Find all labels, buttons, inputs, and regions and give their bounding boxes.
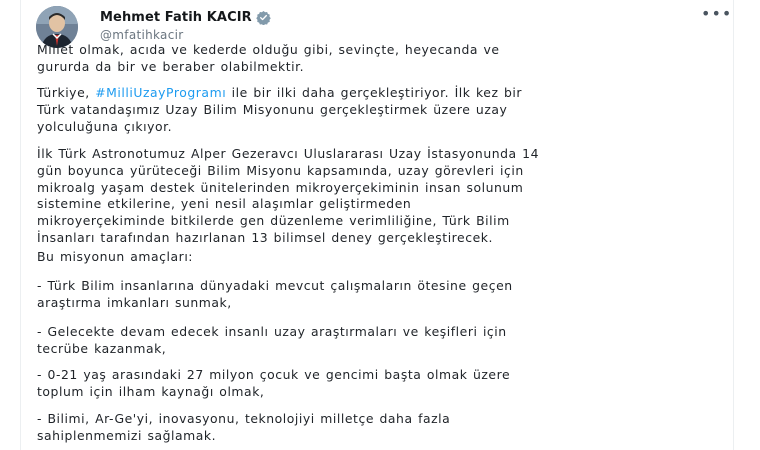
tweet-paragraph-rest: ile bir ilki daha gerçekleştiriyor. İlk kez bir Türk vatandaşımız Uzay Bilim Misyonunu gerçekleştirmek üzere uzay yolculuğuna çıkıyor. [37, 85, 523, 134]
timeline-right-border [733, 0, 734, 450]
author-name-row [100, 8, 271, 26]
tweet-paragraph: - Gelecekte devam edecek insanlı uzay araştırmaları ve keşifleri için tecrübe kazanmak, [37, 324, 507, 356]
tweet-paragraph: Bu misyonun amaçları: [37, 249, 194, 264]
hashtag-link[interactable]: #MilliUzayProgramı [95, 85, 227, 100]
tweet-paragraph: Millet olmak, acıda ve kederde olduğu gibi, sevinçte, heyecanda ve gururda da bir ve beraber olabilmektir. [37, 42, 500, 74]
tweet-paragraph: - Bilimi, Ar-Ge'yi, inovasyonu, teknolojiyi milletçe daha fazla sahiplenmemizi sağlamak. [37, 411, 451, 443]
tweet-paragraph: - Türk Bilim insanlarına dünyadaki mevcut çalışmaların ötesine geçen araştırma imkanları sunmak, [37, 278, 513, 310]
author-display-name[interactable]: Mehmet Fatih KACIR [100, 9, 252, 25]
tweet-paragraph-lead: Türkiye, [37, 85, 96, 100]
verified-badge-icon [256, 10, 271, 25]
tweet-card [21, 0, 733, 450]
tweet-paragraph: İlk Türk Astronotumuz Alper Gezeravcı Uluslararası Uzay İstasyonunda 14 gün boyunca yürüteceği Bilim Misyonu kapsamında, uzay görevleri için mikroalg yaşam destek ünitelerinden mikroyerçekiminin insan solunum sistemine etkilerine, yeni nesil alaşımlar geliştirmeden mikroyerçekiminde bitkilerde gen düzenleme verimliliğine, Türk Bilim İnsanları tarafından hazırlanan 13 bilimsel deney gerçekleştirecek. [37, 146, 540, 245]
more-options-icon[interactable]: ••• [701, 4, 733, 23]
tweet-paragraph [37, 85, 522, 135]
tweet-paragraph: - 0-21 yaş arasındaki 27 milyon çocuk ve gencimi başta olmak üzere toplum için ilham kaynağı olmak, [37, 367, 511, 399]
author-handle[interactable]: @mfatihkacir [100, 28, 184, 42]
